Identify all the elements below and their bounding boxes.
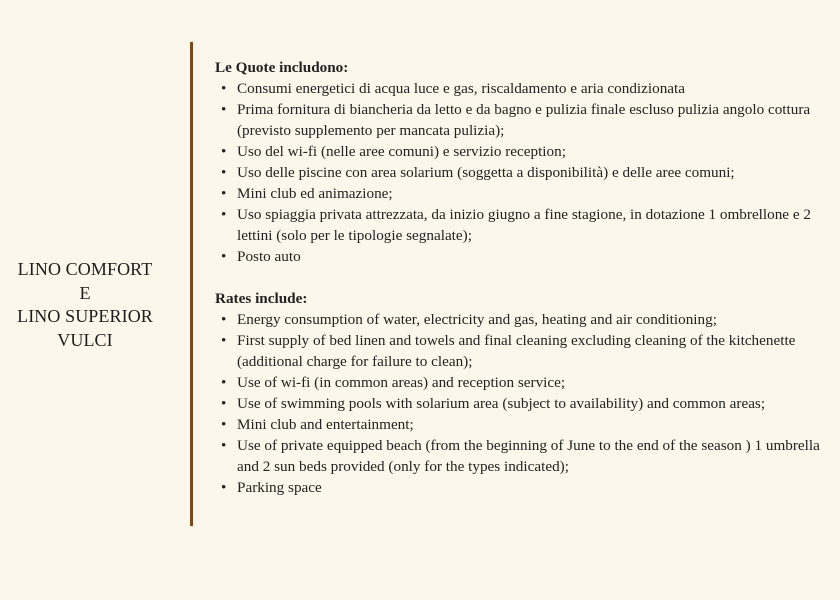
- vertical-divider: [190, 42, 193, 526]
- bullet-icon: •: [221, 479, 227, 496]
- bullet-icon: •: [221, 185, 227, 202]
- bullet-icon: •: [221, 437, 227, 454]
- list-item: • Use of private equipped beach (from the beginning of June to the end of the season ) 1 umbrella and 2 sun beds provided (only for the types indicated);: [221, 437, 820, 475]
- bullet-icon: •: [221, 332, 227, 349]
- list-item: • Uso spiaggia privata attrezzata, da inizio giugno a fine stagione, in dotazione 1 ombrellone e 2 lettini (solo per le tipologie segnalate);: [221, 206, 811, 244]
- title-line-2: E: [79, 282, 91, 303]
- title-line-4: VULCI: [57, 329, 113, 350]
- list-item: • First supply of bed linen and towels and final cleaning excluding cleaning of the kitchenette (additional charge for failure to clean);: [221, 332, 796, 370]
- list-item: • Use of wi-fi (in common areas) and reception service;: [221, 374, 566, 391]
- bullet-icon: •: [221, 311, 227, 328]
- list-item: • Consumi energetici di acqua luce e gas, riscaldamento e aria condizionata: [221, 80, 685, 97]
- italian-list: [215, 78, 835, 267]
- list-item: • Prima fornitura di biancheria da letto e da bagno e pulizia finale escluso pulizia angolo cottura (previsto supplemento per mancata pulizia);: [221, 101, 811, 139]
- title-line-1: LINO COMFORT: [17, 259, 153, 279]
- bullet-icon: •: [221, 395, 227, 412]
- list-item: • Uso delle piscine con area solarium (soggetta a disponibilità) e delle aree comuni;: [221, 164, 735, 181]
- title-line-3: LINO SUPERIOR: [17, 306, 153, 326]
- list-item: • Posto auto: [221, 248, 301, 265]
- italian-heading: Le Quote includono:: [215, 59, 349, 76]
- bullet-icon: •: [221, 101, 227, 118]
- list-item: • Mini club and entertainment;: [221, 416, 414, 433]
- list-item: • Mini club ed animazione;: [221, 185, 393, 202]
- rates-content: [215, 57, 835, 498]
- bullet-icon: •: [221, 164, 227, 181]
- bullet-icon: •: [221, 80, 227, 97]
- bullet-icon: •: [221, 248, 227, 265]
- list-item: • Energy consumption of water, electricity and gas, heating and air conditioning;: [221, 311, 717, 328]
- bullet-icon: •: [221, 143, 227, 160]
- section-spacer: [215, 267, 835, 288]
- list-item: • Use of swimming pools with solarium area (subject to availability) and common areas;: [221, 395, 766, 412]
- bullet-icon: •: [221, 416, 227, 433]
- english-heading: Rates include:: [215, 290, 308, 307]
- bullet-icon: •: [221, 206, 227, 223]
- english-list: [215, 309, 835, 498]
- accommodation-title: [0, 258, 190, 352]
- list-item: • Parking space: [221, 479, 322, 496]
- list-item: • Uso del wi-fi (nelle aree comuni) e servizio reception;: [221, 143, 566, 160]
- bullet-icon: •: [221, 374, 227, 391]
